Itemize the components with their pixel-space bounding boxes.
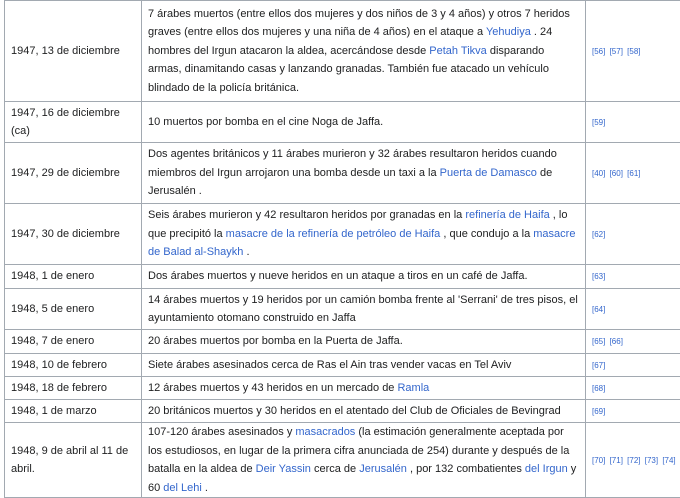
article-link[interactable]: Yehudiya (486, 26, 531, 38)
description-text: 7 árabes muertos (entre ellos dos mujeres y dos niños de 3 y 4 años) y otros 7 heridos graves (entre ellos dos mujeres y una niña de 4 años) en el ataque a (148, 8, 570, 39)
description-text: 20 británicos muertos y 30 heridos en el atentado del Club de Oficiales de Bevingrad (148, 405, 561, 417)
references-cell (586, 143, 680, 204)
reference-link[interactable]: [62] (592, 230, 605, 239)
reference-link[interactable]: [72] (627, 456, 640, 465)
table-row (5, 143, 680, 204)
description-text: 20 árabes muertos por bomba en la Puerta de Jaffa. (148, 335, 403, 347)
event-date-cell: 1948, 10 de febrero (5, 354, 142, 377)
reference-link[interactable]: [68] (592, 384, 605, 393)
event-date-cell: 1947, 30 de diciembre (5, 204, 142, 265)
references-cell (586, 354, 680, 377)
reference-link[interactable]: [63] (592, 272, 605, 281)
description-text: de Jerusalén . (148, 167, 552, 198)
article-link[interactable]: Deir Yassin (256, 463, 311, 475)
references-cell (586, 204, 680, 265)
event-description-cell (142, 354, 586, 377)
references-cell (586, 265, 680, 289)
reference-link[interactable]: [65] (592, 337, 605, 346)
description-text: , por 132 combatientes (407, 463, 525, 475)
references-cell (586, 377, 680, 400)
article-link[interactable]: masacre de la refinería de petróleo de Haifa (226, 228, 441, 240)
article-link[interactable]: refinería de Haifa (465, 209, 549, 221)
event-date-cell: 1948, 5 de enero (5, 289, 142, 330)
table-row (5, 1, 680, 102)
reference-link[interactable]: [56] (592, 47, 605, 56)
references-cell (586, 102, 680, 143)
description-text: y 60 (148, 463, 576, 494)
references-cell (586, 423, 680, 498)
table-row (5, 423, 680, 498)
description-text: , lo que precipitó la (148, 209, 567, 240)
reference-link[interactable]: [57] (610, 47, 623, 56)
table-row (5, 102, 680, 143)
description-text: 12 árabes muertos y 43 heridos en un mercado de (148, 382, 397, 394)
description-text: (la estimación generalmente aceptada por los estudiosos, en lugar de la primera cifra anunciada de 254) durante y después de la batalla en la aldea de (148, 426, 569, 475)
event-description-cell (142, 204, 586, 265)
event-description-cell (142, 400, 586, 423)
reference-link[interactable]: [58] (627, 47, 640, 56)
article-link[interactable]: masacre de Balad al-Shaykh (148, 228, 575, 259)
events-table-body (5, 1, 680, 498)
reference-link[interactable]: [69] (592, 407, 605, 416)
reference-link[interactable]: [73] (645, 456, 658, 465)
event-description-cell (142, 102, 586, 143)
event-description-cell (142, 1, 586, 102)
article-link[interactable]: Petah Tikva (429, 45, 486, 57)
description-text: 10 muertos por bomba en el cine Noga de Jaffa. (148, 116, 383, 128)
table-row (5, 265, 680, 289)
article-link[interactable]: del Irgun (525, 463, 568, 475)
article-link[interactable]: Puerta de Damasco (440, 167, 537, 179)
reference-link[interactable]: [67] (592, 361, 605, 370)
event-description-cell (142, 265, 586, 289)
description-text: Dos agentes británicos y 11 árabes murieron y 32 árabes resultaron heridos cuando miembros del Irgun arrojaron una bomba desde un taxi a la (148, 148, 557, 179)
event-description-cell (142, 377, 586, 400)
article-link[interactable]: Ramla (397, 382, 429, 394)
event-date-cell: 1948, 1 de marzo (5, 400, 142, 423)
description-text: . 24 hombres del Irgun atacaron la aldea, acercándose desde (148, 26, 552, 57)
references-cell (586, 330, 680, 354)
description-text: . (243, 246, 249, 258)
event-date-cell: 1948, 9 de abril al 11 de abril. (5, 423, 142, 498)
table-row (5, 289, 680, 330)
description-text: 14 árabes muertos y 19 heridos por un camión bomba frente al 'Serrani' de tres pisos, el ayuntamiento otomano construido en Jaffa (148, 294, 578, 325)
event-date-cell: 1948, 1 de enero (5, 265, 142, 289)
reference-link[interactable]: [66] (610, 337, 623, 346)
references-cell (586, 1, 680, 102)
reference-link[interactable]: [59] (592, 118, 605, 127)
reference-link[interactable]: [70] (592, 456, 605, 465)
description-text: , que condujo a la (440, 228, 533, 240)
event-date-cell: 1948, 7 de enero (5, 330, 142, 354)
reference-link[interactable]: [74] (662, 456, 675, 465)
event-description-cell (142, 423, 586, 498)
references-cell (586, 400, 680, 423)
description-text: Seis árabes murieron y 42 resultaron heridos por granadas en la (148, 209, 465, 221)
description-text: 107-120 árabes asesinados y (148, 426, 295, 438)
table-row (5, 377, 680, 400)
event-date-cell: 1947, 13 de diciembre (5, 1, 142, 102)
description-text: Siete árabes asesinados cerca de Ras el Ain tras vender vacas en Tel Aviv (148, 359, 511, 371)
event-description-cell (142, 330, 586, 354)
reference-link[interactable]: [61] (627, 169, 640, 178)
description-text: cerca de (311, 463, 359, 475)
reference-link[interactable]: [64] (592, 305, 605, 314)
reference-link[interactable]: [40] (592, 169, 605, 178)
table-row (5, 330, 680, 354)
article-link[interactable]: masacrados (295, 426, 355, 438)
article-link[interactable]: del Lehi (163, 482, 202, 494)
event-description-cell (142, 289, 586, 330)
table-row (5, 400, 680, 423)
description-text: disparando armas, dinamitando casas y lanzando granadas. También fue atacado un vehículo blindado de la policía británica. (148, 45, 549, 94)
references-cell (586, 289, 680, 330)
events-table (4, 0, 680, 498)
reference-link[interactable]: [60] (610, 169, 623, 178)
event-date-cell: 1947, 16 de diciembre (ca) (5, 102, 142, 143)
description-text: . (202, 482, 208, 494)
table-row (5, 204, 680, 265)
event-description-cell (142, 143, 586, 204)
event-date-cell: 1948, 18 de febrero (5, 377, 142, 400)
table-row (5, 354, 680, 377)
event-date-cell: 1947, 29 de diciembre (5, 143, 142, 204)
reference-link[interactable]: [71] (610, 456, 623, 465)
article-link[interactable]: Jerusalén (359, 463, 407, 475)
description-text: Dos árabes muertos y nueve heridos en un ataque a tiros en un café de Jaffa. (148, 270, 528, 282)
